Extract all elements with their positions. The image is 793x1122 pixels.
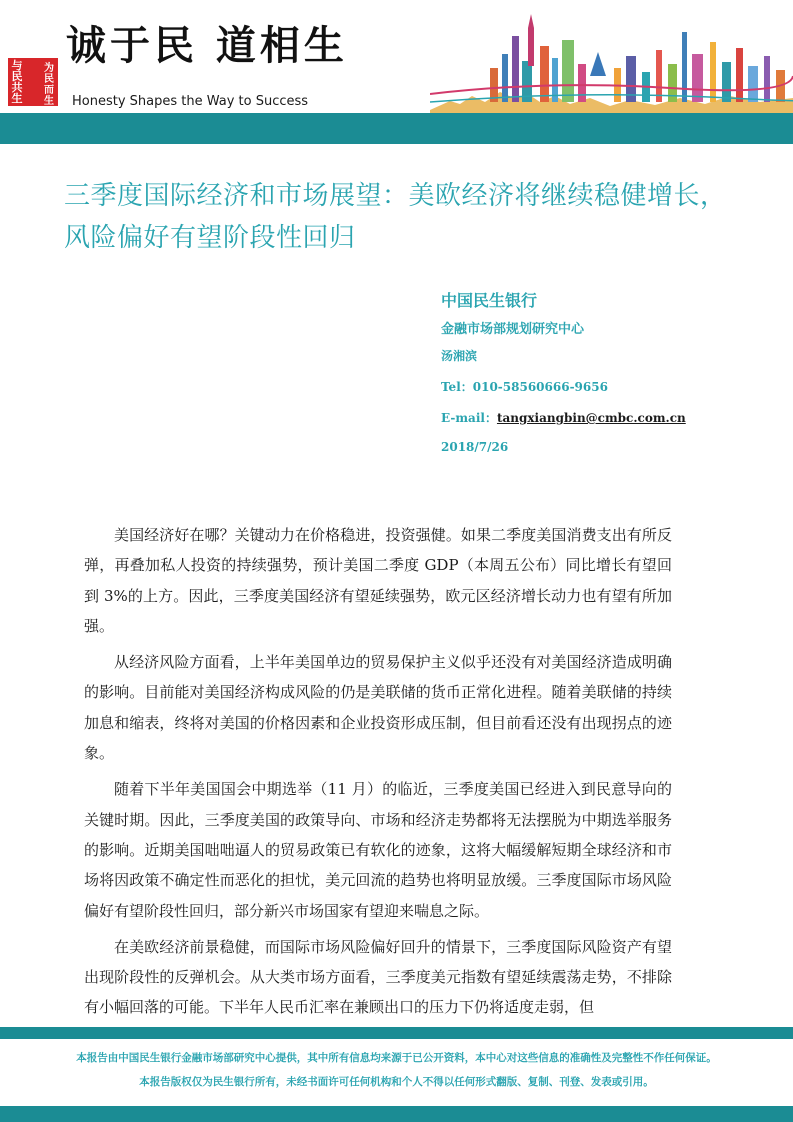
slogan-chinese: 诚于民 道相生: [66, 22, 348, 69]
department-name: 金融市场部规划研究中心: [441, 322, 585, 337]
logo-text-right: 为民而生: [44, 63, 54, 107]
bank-name: 中国民生银行: [441, 291, 538, 310]
email-link[interactable]: tangxiangbin@cmbc.com.cn: [496, 411, 686, 425]
disclaimer-line-1: 本报告由中国民生银行金融市场部研究中心提供，其中所有信息均来源于已公开资料，本中心对这些信息的准确性及完整性不作任何保证。: [76, 1052, 717, 1064]
paragraph: 美国经济好在哪？关键动力在价格稳进，投资强健。如果二季度美国消费支出有所反弹，再叠加私人投资的持续强势，预计美国二季度 GDP（本周五公布）同比增长有望回到 3%的上方。因此，三季度美国经济有望延续强势，欧元区经济增长动力也有望有所加强。: [84, 526, 672, 635]
paragraph: 随着下半年美国国会中期选举（11 月）的临近，三季度美国已经进入到民意导向的关键时期。因此，三季度美国的政策导向、市场和经济走势都将无法摆脱为中期选举服务的影响。近期美国咄咄逼人的贸易政策已有软化的迹象，这将大幅缓解短期全球经济和市场将因政策不确定性而恶化的担忧，美元回流的趋势也将明显放缓。三季度国际市场风险偏好有望阶段性回归，部分新兴市场国家有望迎来喘息之际。: [84, 780, 672, 920]
author-block: [441, 288, 761, 454]
disclaimer-line-2: 本报告版权仅为民生银行所有，未经书面许可任何机构和个人不得以任何形式翻版、复制、刊登、发表或引用。: [139, 1076, 654, 1088]
slogan-english: Honesty Shapes the Way to Success: [72, 94, 309, 109]
page-header: [0, 0, 793, 145]
footer-bottom-band: [0, 1106, 793, 1122]
report-title: 三季度国际经济和市场展望：美欧经济将继续稳健增长，风险偏好有望阶段性回归: [64, 181, 727, 253]
author-phone: Tel：010-58560666-9656: [441, 380, 608, 394]
logo-text-left: 与民共生: [11, 59, 23, 105]
footer-band: [0, 1027, 793, 1039]
author-email-line: [441, 409, 761, 426]
paragraph: 在美欧经济前景稳健，而国际市场风险偏好回升的情景下，三季度国际风险资产有望出现阶段性的反弹机会。从大类市场方面看，三季度美元指数有望延续震荡走势，不排除有小幅回落的可能。下半年人民币汇率在兼顾出口的压力下仍将适度走弱，但: [84, 937, 672, 1017]
author-name: 汤湘滨: [441, 349, 478, 363]
email-label: E-mail：: [441, 411, 497, 425]
cmbc-logo: [8, 58, 58, 106]
header-band: [0, 113, 793, 144]
paragraph: 从经济风险方面看，上半年美国单边的贸易保护主义似乎还没有对美国经济造成明确的影响。目前能对美国经济构成风险的仍是美联储的货币正常化进程。随着美联储的持续加息和缩表，终将对美国的价格因素和企业投资形成压制，但目前看还没有出现拐点的迹象。: [84, 653, 672, 763]
disclaimer: [0, 1046, 793, 1094]
city-skyline-illustration: [430, 6, 793, 114]
report-date: 2018/7/26: [441, 440, 509, 454]
report-body: [84, 520, 672, 1029]
